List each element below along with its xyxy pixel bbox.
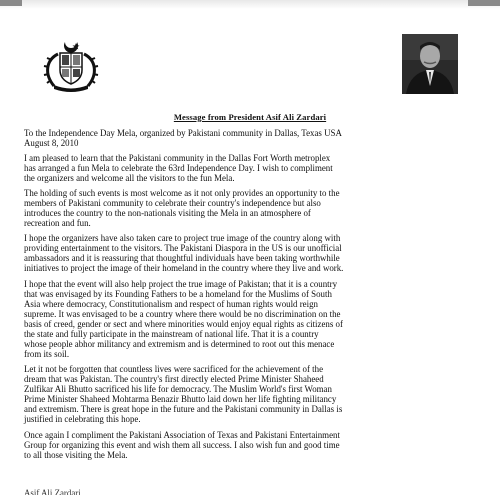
paragraph-2-line: members of Pakistani community to celebrate their country's independence but also bbox=[24, 198, 321, 208]
paragraph-6-line: Once again I compliment the Pakistani Association of Texas and Pakistani Entertainment bbox=[24, 430, 340, 440]
paragraph-3-line: providing entertainment to the visitors. The Pakistani Diaspora in the US is our unofficial bbox=[24, 243, 342, 253]
paragraph-2-line: recreation and fun. bbox=[24, 218, 91, 228]
paragraph-2-line: The holding of such events is most welcome as it not only provides an opportunity to the bbox=[24, 188, 340, 198]
letter-title: Message from President Asif Ali Zardari bbox=[173, 112, 327, 122]
paragraph-3-line: ambassadors and it is reassuring that thoughtful individuals have been taking worthwhile bbox=[24, 253, 340, 263]
paragraph-6-line: Group for organizing this event and wish them all success. I also wish fun and good time bbox=[24, 440, 340, 450]
paragraph-4-line: from its soil. bbox=[24, 349, 70, 359]
paragraph-1-line: I am pleased to learn that the Pakistani community in the Dallas Fort Worth metroplex bbox=[24, 153, 331, 163]
paragraph-5-line: Let it not be forgotten that countless lives were sacrificed for the achievement of the bbox=[24, 364, 324, 374]
paragraph-4-line: whose people abhor militancy and extremism and is determined to root out this menace bbox=[24, 339, 335, 349]
paragraph-5-line: dream that was Pakistan. The country's first directly elected Prime Minister Shaheed bbox=[24, 374, 324, 384]
scan-top-edge bbox=[0, 0, 500, 9]
addressee-line: To the Independence Day Mela, organized by Pakistani community in Dallas, Texas USA bbox=[24, 128, 342, 138]
paragraph-5-line: Zulfikar Ali Bhutto sacrificed his life for democracy. The Muslim World's first Woman bbox=[24, 384, 332, 394]
president-portrait bbox=[402, 34, 458, 94]
paragraph-3-line: initiatives to project the image of their homeland in the country where they live and work. bbox=[24, 263, 344, 273]
state-emblem-icon bbox=[40, 40, 102, 92]
paragraph-4-line: supreme. It was envisaged to be a country where there would be no discrimination on the bbox=[24, 309, 341, 319]
scan-mark bbox=[0, 0, 22, 6]
signature-name-partial: Asif Ali Zardari bbox=[24, 488, 81, 495]
paragraph-3-line: I hope the organizers have also taken care to project true image of the country along with bbox=[24, 233, 341, 243]
paragraph-4-line: basis of creed, gender or sect and where minorities would enjoy equal rights as citizens of bbox=[24, 319, 343, 329]
paragraph-1-line: the organizers and welcome all the visitors to the fun Mela. bbox=[24, 173, 235, 183]
paragraph-1-line: has arranged a fun Mela to celebrate the 63rd Independence Day. I wish to compliment bbox=[24, 163, 333, 173]
paragraph-6-line: to all those visiting the Mela. bbox=[24, 450, 128, 460]
paragraph-5-line: justified in celebrating this hope. bbox=[24, 414, 141, 424]
paragraph-4-line: Asia where democracy, Constitutionalism and respect of human rights would reign bbox=[24, 299, 318, 309]
paragraph-4-line: the state and fully participate in the mainstream of national life. That it is a country bbox=[24, 329, 319, 339]
paragraph-5-line: and extremism. There is great hope in the future and the Pakistani community in Dallas is bbox=[24, 404, 343, 414]
scan-mark bbox=[468, 0, 500, 6]
letter-date: August 8, 2010 bbox=[24, 138, 79, 148]
paragraph-4-line: I hope that the event will also help project the true image of Pakistan; that it is a country bbox=[24, 279, 338, 289]
paragraph-4-line: that was envisaged by its Founding Fathers to be a homeland for the Muslims of South bbox=[24, 289, 332, 299]
paragraph-5-line: Prime Minister Shaheed Mohtarma Benazir Bhutto laid down her life fighting militancy bbox=[24, 394, 337, 404]
paragraph-2-line: introduces the country to the non-nationals visiting the Mela in an atmosphere of bbox=[24, 208, 311, 218]
